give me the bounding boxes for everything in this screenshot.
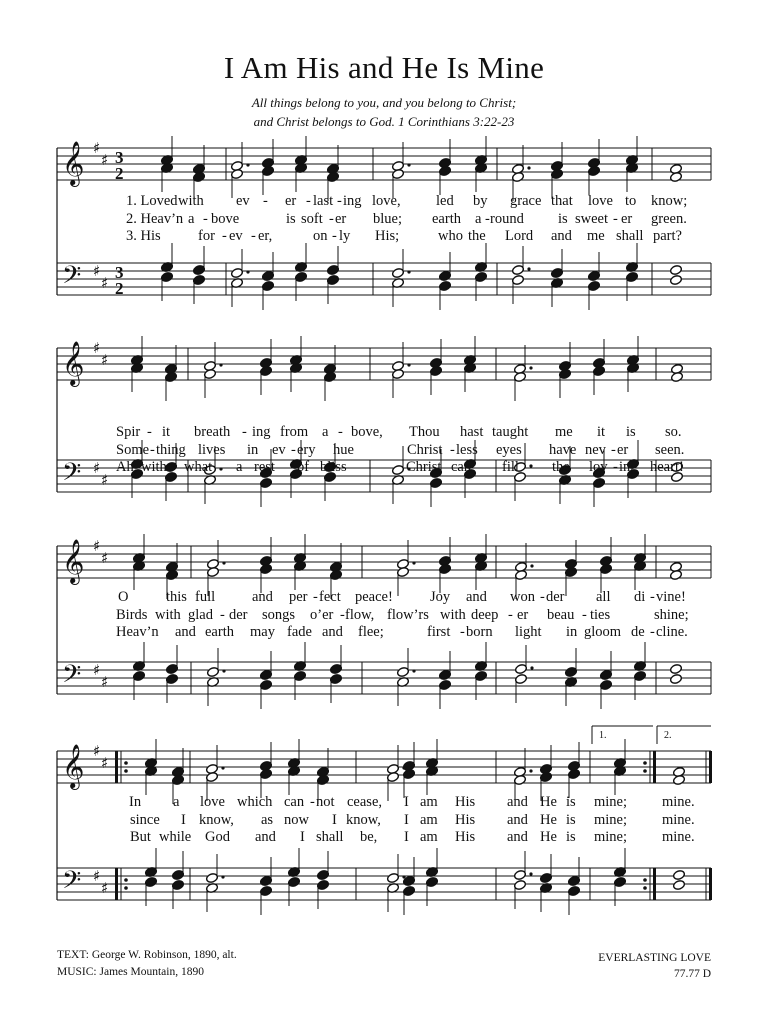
lyric-syllable: which [237,794,273,810]
lyric-syllable: - [332,228,337,244]
lyric-syllable: - [460,624,465,640]
lyric-syllable: for [198,228,215,244]
lyric-syllable: mine; [594,829,628,845]
lyric-syllable: Heav’n [116,624,159,640]
lyric-syllable: is [566,829,576,845]
lyric-syllable: is [566,794,576,810]
lyric-syllable: shine; [654,606,689,623]
lyric-syllable: soft [301,210,323,227]
lyric-syllable: and [507,829,528,845]
lyric-syllable: by [473,193,488,209]
lyric-syllable: can [284,794,305,810]
lyric-syllable: I [404,829,409,845]
lyric-syllable: - [450,441,455,458]
lyric-syllable: - [150,441,155,458]
dot [529,366,532,369]
dot [412,561,415,564]
dot [222,669,225,672]
tenor-note [672,869,685,880]
lyric-syllable: a [322,424,329,440]
lyric-syllable: know; [651,193,688,209]
treble-clef-icon: 𝄞 [62,539,85,583]
lyric-syllable: - [220,606,225,623]
dot [222,561,225,564]
lyric-syllable: am [420,829,438,845]
sharp-icon: ♯ [93,339,101,357]
lyric-syllable: ties [590,606,611,623]
alto-note [672,774,685,785]
dot [527,267,530,270]
lyric-syllable: His; [375,228,400,244]
lyric-syllable: - [611,441,616,458]
lyric-syllable: earth [432,210,461,227]
lyric-syllable: - [313,589,318,605]
tune-name: EVERLASTING LOVE [598,952,711,964]
sharp-icon: ♯ [93,661,101,679]
treble-clef-icon: 𝄞 [62,341,85,385]
dot [221,766,224,769]
lyric-syllable: part? [653,228,682,244]
text-credit: TEXT: George W. Robinson, 1890, alt. [57,949,237,961]
dot [527,166,530,169]
sharp-icon: ♯ [101,471,109,489]
first-ending-label: 1. [599,730,607,741]
lyric-syllable: Ah, [116,459,138,475]
lyric-syllable: er, [258,228,273,244]
lyric-syllable: and [322,624,343,640]
sharp-icon: ♯ [93,742,101,760]
time-signature-bottom: 2 [115,164,124,183]
sharp-icon: ♯ [101,754,109,772]
lyric-syllable: ly [339,228,351,244]
lyric-syllable: love [588,193,613,209]
sharp-icon: ♯ [101,351,109,369]
lyric-syllable: per [289,589,308,605]
lyric-syllable: 2. Heav’n [126,210,184,227]
lyric-syllable: Joy [430,589,451,605]
epigraph-line-1: All things belong to you, and you belong to Christ; [251,95,517,110]
second-ending-label: 2. [664,730,672,741]
dot [219,467,222,470]
lyric-syllable: He [540,794,557,810]
meter: 77.77 D [673,968,711,980]
tenor-note [669,663,682,674]
lyric-syllable: ev [236,193,250,209]
lyric-syllable: is [566,811,576,828]
lyric-syllable: 3. His [126,228,161,244]
lyric-syllable: that [551,193,573,209]
lyric-syllable: eyes [496,441,522,458]
sharp-icon: ♯ [93,262,101,280]
lyric-syllable: what [184,459,213,475]
lyric-syllable: with [155,606,181,623]
lyric-syllable: - [540,589,545,605]
lyric-syllable: ery [297,441,316,458]
sharp-icon: ♯ [101,151,109,169]
alto-note [670,371,683,382]
lyric-syllable: who [438,228,463,244]
dot [246,270,249,273]
lyric-syllable: led [436,193,454,209]
lyric-syllable: - [613,210,618,227]
lyric-syllable: while [159,829,192,845]
lyric-syllable: deep [471,606,499,623]
lyric-syllable: so. [665,424,682,440]
bass-clef-icon: 𝄢 [62,458,82,493]
tenor-note [669,264,682,275]
lyric-syllable: shall [316,829,344,845]
lyric-syllable: less [456,441,478,458]
dot [407,270,410,273]
lyric-syllable: - [306,193,311,209]
lyric-syllable: last [313,193,334,209]
lyric-syllable: gloom [584,624,622,640]
treble-clef-icon: 𝄞 [62,744,85,788]
lyric-syllable: and [507,811,528,828]
repeat-dot [643,769,647,773]
lyric-syllable: I [404,794,409,810]
lyric-syllable: may [250,624,275,640]
lyric-syllable: His [455,794,476,810]
lyric-syllable: is [286,210,296,227]
lyric-syllable: I [300,829,305,845]
lyric-syllable: Lord [505,228,534,244]
lyric-syllable: and [507,794,528,810]
lyric-syllable: - [582,606,587,623]
lyric-syllable: sweet [575,210,609,227]
lyric-syllable: er [517,606,529,623]
lyric-syllable: der [546,589,565,605]
lyric-syllable: Christ [406,459,442,475]
lyric-syllable: ing [619,459,638,475]
dot [219,363,222,366]
lyric-syllable: me [587,228,605,244]
lyric-syllable: ev [272,441,286,458]
lyric-syllable: a [475,210,482,227]
repeat-dot [124,878,128,882]
lyric-syllable: - [222,228,227,244]
sharp-icon: ♯ [101,879,109,897]
lyric-syllable: O [118,589,129,605]
repeat-dot [643,886,647,890]
lyric-syllable: know, [199,811,234,828]
lyric-syllable: first [427,624,451,640]
lyric-syllable: Thou [409,424,440,440]
dot [412,669,415,672]
lyric-syllable: since [130,811,160,828]
lyric-syllable: He [540,811,557,828]
lyric-syllable: bove [211,210,240,227]
dot [407,363,410,366]
repeat-dot [643,878,647,882]
lyric-syllable: - [263,193,268,209]
lyric-syllable: His [455,811,476,828]
lyric-syllable: cease, [347,794,383,810]
lyric-syllable: be, [360,829,378,845]
lyric-syllable: and [252,589,273,605]
sharp-icon: ♯ [101,274,109,292]
repeat-barline [115,751,118,783]
lyric-syllable: - [508,606,513,623]
lyric-syllable: - [338,424,343,440]
alto-note [669,171,682,182]
lyric-syllable: the [552,459,570,475]
lyric-syllable: bliss [320,459,347,475]
lyric-syllable: mine. [662,829,695,845]
lyric-syllable: - [147,424,152,440]
lyric-syllable: lives [198,441,226,458]
lyric-syllable: and [466,589,487,605]
sharp-icon: ♯ [93,459,101,477]
lyric-syllable: But [130,829,151,845]
lyric-syllable: heart! [650,459,684,475]
lyric-syllable: blue; [373,210,402,227]
lyric-syllable: 1. Loved [126,193,178,209]
lyric-syllable: hue [333,441,354,458]
lyric-syllable: mine; [594,811,628,828]
lyric-syllable: vine! [656,589,686,605]
lyric-syllable: born [466,624,493,640]
lyric-syllable: - [251,228,256,244]
lyric-syllable: flow, [345,606,375,623]
lyric-syllable: all [596,589,611,605]
lyric-syllable: with [440,606,466,623]
lyric-syllable: mine. [662,811,695,828]
lyric-syllable: flow’rs [387,606,429,623]
lyric-syllable: - [650,624,655,640]
lyric-syllable: it [597,424,606,440]
lyric-syllable: de [631,624,645,640]
time-signature-top: 3 [115,263,124,282]
lyric-syllable: and [551,228,572,244]
lyric-syllable: lov [589,459,608,475]
lyric-syllable: Some [116,441,150,458]
lyric-syllable: hast [460,424,484,440]
lyric-syllable: God [205,829,230,845]
hymn-title: I Am His and He Is Mine [223,50,545,85]
lyric-syllable: a [236,459,243,475]
lyric-syllable: thing [156,441,186,458]
lyric-syllable: rest [254,459,275,475]
lyric-syllable: love, [372,193,401,209]
lyric-syllable: er [335,210,347,227]
lyric-syllable: ing [343,193,362,209]
lyric-syllable: with [141,459,167,475]
lyric-syllable: - [340,606,345,623]
bass-clef-icon: 𝄢 [62,261,82,296]
repeat-dot [124,769,128,773]
lyric-syllable: with [178,193,204,209]
time-signature-top: 3 [115,148,124,167]
bass-clef-icon: 𝄢 [62,866,82,901]
lyric-syllable: this [166,589,187,605]
lyric-syllable: ing [252,424,271,440]
lyric-syllable: in [247,441,259,458]
lyric-syllable: breath [194,424,231,440]
lyric-syllable: der [229,606,248,623]
time-signature-bottom: 2 [115,279,124,298]
lyric-syllable: - [613,459,618,475]
sharp-icon: ♯ [93,867,101,885]
final-barline [709,751,712,783]
lyric-syllable: is [626,424,636,440]
lyric-syllable: songs [262,606,296,623]
lyric-syllable: - [329,210,334,227]
lyric-syllable: cline. [656,624,688,640]
lyric-syllable: I [181,811,186,828]
lyric-syllable: - [291,441,296,458]
dot [407,163,410,166]
lyric-syllable: love [200,794,225,810]
lyric-syllable: mine. [662,794,695,810]
lyric-syllable: nev [585,441,606,458]
dot [530,564,533,567]
lyric-syllable: from [280,424,309,440]
lyric-syllable: - [485,210,490,227]
lyric-syllable: to [625,193,637,209]
repeat-dot [124,886,128,890]
lyric-syllable: me [555,424,573,440]
dot [246,163,249,166]
repeat-dot [124,761,128,765]
lyric-syllable: seen. [655,441,685,458]
lyric-syllable: won [510,589,535,605]
sharp-icon: ♯ [93,537,101,555]
lyric-syllable: bove, [351,424,383,440]
lyric-syllable: - [310,794,315,810]
lyric-syllable: - [203,210,208,227]
final-barline [709,868,712,900]
lyric-syllable: shall [616,228,644,244]
bass-note [672,879,685,890]
lyric-syllable: I [332,811,337,828]
lyric-syllable: in [566,624,578,640]
music-credit: MUSIC: James Mountain, 1890 [57,966,204,978]
lyric-syllable: - [337,193,342,209]
lyric-syllable: er [617,441,629,458]
lyric-syllable: light [515,624,542,640]
dot [529,872,532,875]
lyric-syllable: a [188,210,195,227]
lyric-syllable: I [404,811,409,828]
lyric-syllable: now [284,811,309,828]
lyric-syllable: ev [229,228,243,244]
lyric-syllable: beau [547,606,575,623]
lyric-syllable: er [285,193,297,209]
lyric-syllable: glad [188,606,213,623]
lyric-syllable: He [540,829,557,845]
lyric-syllable: a [173,794,180,810]
lyric-syllable: it [162,424,171,440]
lyric-syllable: mine; [594,794,628,810]
epigraph-line-2: and Christ belongs to God. 1 Corinthians 3:22-23 [253,114,515,129]
lyric-syllable: In [129,794,142,810]
bass-note [669,274,682,285]
sharp-icon: ♯ [101,549,109,567]
sharp-icon: ♯ [101,673,109,691]
lyric-syllable: the [468,228,486,244]
lyric-syllable: peace! [355,589,393,605]
bass-note [669,673,682,684]
lyric-syllable: is [558,210,568,227]
bass-clef-icon: 𝄢 [62,660,82,695]
lyric-syllable: o’er [310,606,334,623]
lyric-syllable: - [650,589,655,605]
lyric-syllable: and [255,829,276,845]
lyric-syllable: am [420,794,438,810]
dot [221,875,224,878]
lyric-syllable: and [175,624,196,640]
lyric-syllable: am [420,811,438,828]
dot [529,769,532,772]
lyric-syllable: grace [510,193,542,209]
lyric-syllable: fill [502,459,519,475]
lyric-syllable: of [297,459,310,475]
lyric-syllable: flee; [358,624,384,640]
repeat-dot [643,761,647,765]
lyric-syllable: er [621,210,633,227]
lyric-syllable: round [490,210,524,227]
sharp-icon: ♯ [93,139,101,157]
lyric-syllable: full [195,589,216,605]
lyric-syllable: di [634,589,646,605]
lyric-syllable: Christ [407,441,443,458]
repeat-barline [653,868,656,900]
lyric-syllable: Spir [116,424,141,440]
lyric-syllable: as [261,811,274,828]
lyric-syllable: Birds [116,606,148,623]
repeat-barline [653,751,656,783]
lyric-syllable: not [316,794,335,810]
repeat-barline [115,868,118,900]
treble-clef-icon: 𝄞 [62,141,85,185]
lyric-syllable: green. [651,210,687,227]
dot [529,464,532,467]
lyric-syllable: - [242,424,247,440]
lyric-syllable: fade [287,624,312,640]
lyric-syllable: have [549,441,577,458]
lyric-syllable: earth [205,624,234,640]
lyric-syllable: can [451,459,472,475]
alto-note [669,569,682,580]
lyric-syllable: on [313,228,328,244]
lyric-syllable: fect [319,589,341,605]
lyric-syllable: know, [346,811,381,828]
lyric-syllable: His [455,829,476,845]
dot [530,666,533,669]
lyric-syllable: taught [492,424,529,440]
